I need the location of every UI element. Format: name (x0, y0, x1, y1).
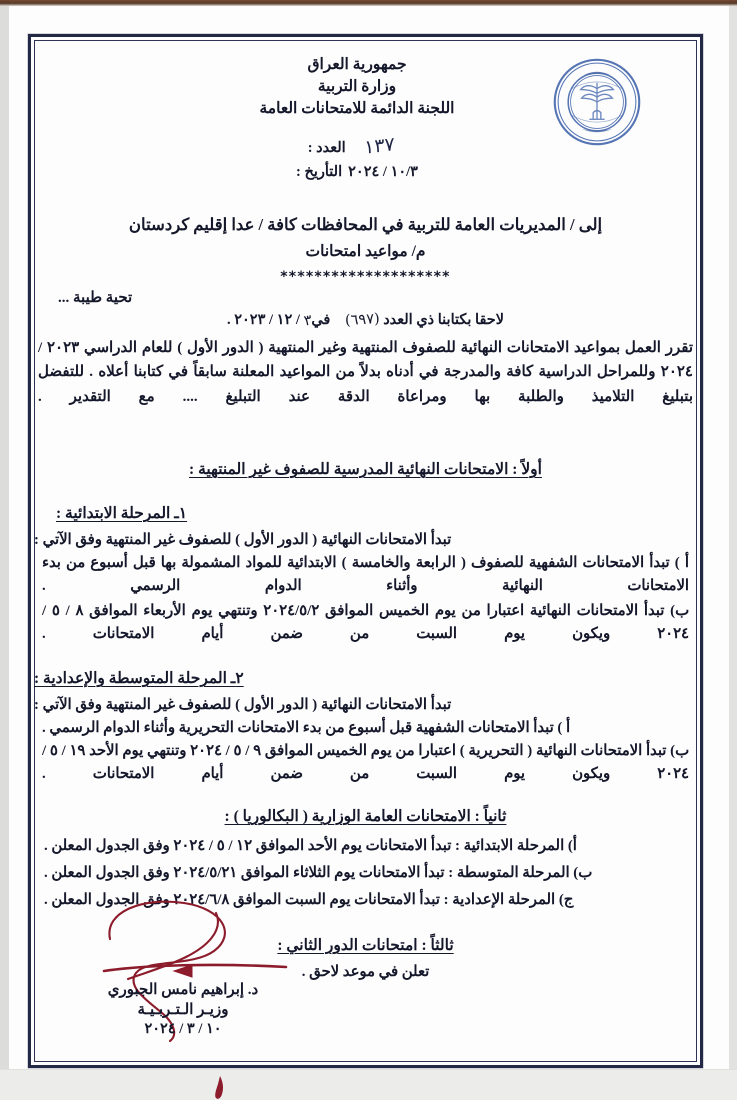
signer-title: وزيـر الـتـربـيـة (137, 1002, 229, 1018)
scan-right-margin (729, 0, 737, 1100)
addressee-to: إلى / المديريات العامة للتربية في المحافظات كافة / عدا إقليم كردستان (128, 215, 603, 234)
reference-date-rest: / ١٢ / ٢٠٢٣ . (226, 312, 300, 328)
document-number-label: العدد : (307, 140, 346, 156)
document-date-label: التأريخ : (296, 164, 343, 181)
document-content (34, 40, 697, 1062)
separator-stars: ******************** (280, 269, 451, 286)
section-second-item-c: ج) المرحلة الإعدادية : تبدأ الامتحانات يوم السبت الموافق ٢٠٢٤/٦/٨ وفق الجدول المعلن . (44, 892, 574, 908)
subsection-intermediate-heading: ٢ـ المرحلة المتوسطة والإعدادية : (34, 670, 244, 687)
document-date-value: ١٠/٣ / ٢٠٢٤ (348, 164, 418, 181)
reference-line (34, 312, 697, 329)
scan-top-edge-artifact (0, 0, 737, 6)
document-header (34, 48, 697, 180)
reference-date-prefix: في (311, 312, 331, 328)
document-number-row (212, 132, 502, 161)
reference-number: (٦٩٧) (344, 311, 380, 329)
reference-day: ٣ (302, 312, 313, 330)
document-date-row (212, 161, 502, 183)
subsection-primary-item-b: ب) تبدأ الامتحانات النهائية اعتبارا من يوم الخميس الموافق ٢٠٢٤/٥/٢ وتنتهي يوم الأربعاء الموافق ٨ / ٥ / ٢٠٢٤ ويكون يوم السبت من ضمن أيام الامتحانات . (42, 603, 689, 643)
body-paragraph: تقرر العمل بمواعيد الامتحانات النهائية للصفوف المنتهية وغير المنتهية ( الدور الأول ) للعام الدراسي ٢٠٢٣ / ٢٠٢٤ وللمراحل الدراسية كافة والمدرجة في أدناه بدلاً من المواعيد المعلنة سابقاً في كتابنا أعلاه . للتفضل بتبليغ التلاميذ والطلبة بها ومراعاة الدقة عند التبليغ .... مع التقدير . (38, 340, 694, 405)
subsection-intermediate-item-b: ب) تبدأ الامتحانات النهائية ( التحريرية ) اعتبارا من يوم الخميس الموافق ٩ / ٥ / ٢٠٢٤ وتنتهي يوم الأحد ١٩ / ٥ / ٢٠٢٤ ويكون يوم السبت من ضمن أيام الامتحانات . (42, 743, 690, 783)
ministry-seal-icon (549, 54, 645, 150)
section-first-heading: أولاً : الامتحانات النهائية المدرسية للصفوف غير المنتهية : (189, 461, 542, 478)
section-third-item: تعلن في موعد لاحق . (301, 964, 430, 980)
country-name: جمهورية العراق (307, 56, 407, 73)
subsection-primary-heading: ١ـ المرحلة الابتدائية : (56, 505, 188, 522)
signature-date: ١٠ / ٣ / ٢٠٢٤ (144, 1021, 222, 1037)
signer-name: د. إبراهيم نامس الجبوري (107, 982, 259, 998)
reference-prefix: لاحقا بكتابنا ذي العدد (383, 312, 505, 328)
document-number-value: ١٣٧ (363, 133, 395, 159)
greeting-line: تحية طيبة ... (58, 290, 133, 306)
section-second-heading: ثانياً : الامتحانات العامة الوزارية ( البكالوريا ) : (224, 808, 507, 825)
document-reference-meta (212, 132, 502, 184)
section-second-item-a: أ) المرحلة الابتدائية : تبدأ الامتحانات يوم الأحد الموافق ١٢ / ٥ / ٢٠٢٤ وفق الجدول المعلن . (44, 838, 577, 854)
subsection-primary-intro: تبدأ الامتحانات النهائية ( الدور الأول ) للصفوف غير المنتهية وفق الآتي : (34, 532, 452, 548)
scan-bottom-margin (0, 1069, 737, 1100)
subsection-intermediate-intro: تبدأ الامتحانات النهائية ( الدور الأول ) للصفوف غير المنتهية وفق الآتي : (34, 697, 452, 713)
addressee-block (34, 212, 697, 289)
issuing-authority (212, 54, 502, 120)
addressee-subject: م/ مواعيد امتحانات (305, 243, 426, 261)
committee-name: اللجنة الدائمة للامتحانات العامة (259, 100, 455, 117)
subsection-intermediate-item-a: أ ) تبدأ الامتحانات الشفهية قبل أسبوع من بدء الامتحانات التحريرية وأثناء الدوام الرسمي . (42, 720, 571, 736)
section-second-item-b: ب) المرحلة المتوسطة : تبدأ الامتحانات يوم الثلاثاء الموافق ٢٠٢٤/٥/٢١ وفق الجدول المعلن . (44, 865, 593, 881)
ministry-name: وزارة التربية (317, 78, 397, 95)
subsection-primary-item-a: أ ) تبدأ الامتحانات الشفهية للصفوف ( الرابعة والخامسة ) الابتدائية للمواد المشمولة بها قبل أسبوع من بدء الامتحانات النهائية وأثناء الدوام الرسمي . (42, 555, 689, 595)
section-third-heading: ثالثاً : امتحانات الدور الثاني : (277, 937, 454, 954)
signature-block (52, 980, 314, 1038)
